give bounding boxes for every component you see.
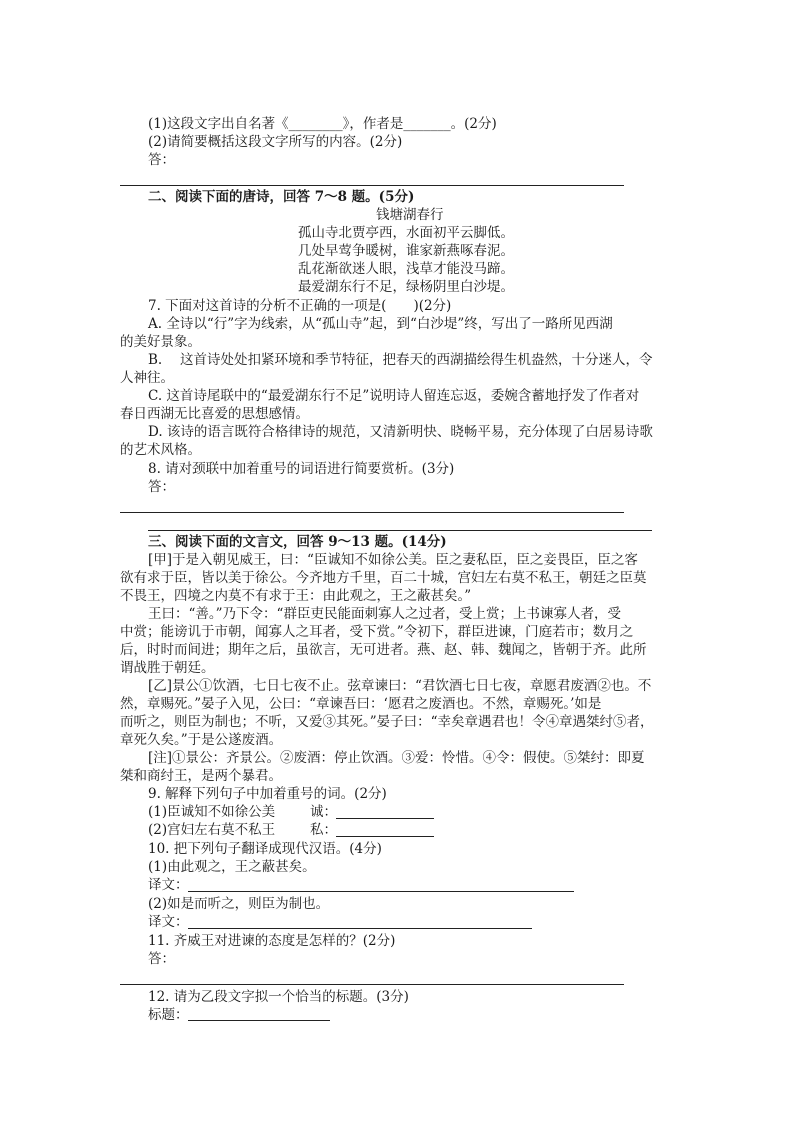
passage-jia-line: [甲]于是入朝见威王，曰：“臣诚知不如徐公美。臣之妻私臣，臣之妾畏臣，臣之客	[148, 552, 638, 568]
option-a-cont: 的美好景象。	[120, 334, 201, 350]
passage-yi-line: 然，章赐死。”晏子入见，公曰：“章谏吾曰：‘愿君之废酒也。不然，章赐死。’如是	[120, 696, 602, 712]
note-line: 桀和商纣王，是两个暴君。	[120, 768, 282, 784]
option-c: C. 这首诗尾联中的“最爱湖东行不足”说明诗人留连忘返，委婉含蓄地抒发了作者对	[148, 388, 640, 404]
fill-blank	[188, 891, 574, 892]
question-9-2-word: 私：	[310, 822, 337, 838]
question-10-2: (2)如是而听之，则臣为制也。	[148, 896, 330, 912]
option-b-cont: 人神往。	[120, 370, 174, 386]
answer-line	[120, 984, 624, 985]
question-9: 9. 解释下列句子中加着重号的词。(2分)	[148, 786, 387, 802]
section-3-heading: 三、阅读下面的文言文，回答 9～13 题。(14分)	[148, 534, 447, 550]
answer-label: 答：	[148, 951, 175, 967]
option-a: A. 全诗以“行”字为线索，从“孤山寺”起，到“白沙堤”终，写出了一路所见西湖	[148, 316, 613, 332]
poem-line: 最爱湖东行不足，绿杨阴里白沙堤。	[298, 279, 514, 295]
answer-line	[120, 185, 624, 186]
fill-blank	[188, 1020, 330, 1021]
fill-blank	[336, 836, 434, 837]
poem-line: 孤山寺北贾亭西，水面初平云脚低。	[298, 225, 514, 241]
passage-jia-line: 不畏王，四境之内莫不有求于王：由此观之，王之蔽甚矣。”	[120, 588, 472, 604]
question-7: 7. 下面对这首诗的分析不正确的一项是( )(2分)	[148, 298, 452, 314]
passage-yi-line: 而听之，则臣为制也；不听，又爱③其死。”晏子曰：“幸矣章遇君也！令④章遇桀纣⑤者，	[120, 714, 654, 730]
passage-yi-line: [乙]景公①饮酒，七日七夜不止。弦章谏曰：“君饮酒七日七夜，章愿君废酒②也。不	[148, 678, 652, 694]
translation-label: 译文：	[148, 877, 189, 893]
question-9-1-word: 诚：	[310, 804, 337, 820]
passage-jia-line: 中赏；能谤讥于市朝，闻寡人之耳者，受下赏。”令初下，群臣进谏，门庭若市；数月之	[120, 624, 634, 640]
question-12: 12. 请为乙段文字拟一个恰当的标题。(3分)	[148, 989, 409, 1005]
option-d-cont: 的艺术风格。	[120, 442, 201, 458]
fill-blank	[336, 818, 434, 819]
poem-line: 乱花渐欲迷人眼，浅草才能没马蹄。	[298, 261, 514, 277]
question-9-2: (2)宫妇左右莫不私王	[148, 822, 276, 838]
translation-label: 译文：	[148, 914, 189, 930]
question-8: 8. 请对颈联中加着重号的词语进行简要赏析。(3分)	[148, 461, 455, 477]
answer-label: 答：	[148, 152, 175, 168]
question-9-1: (1)臣诚知不如徐公美	[148, 804, 276, 820]
option-c-cont: 春日西湖无比喜爱的思想感情。	[120, 406, 309, 422]
passage-jia-line: 王曰：“善。”乃下令：“群臣吏民能面刺寡人之过者，受上赏；上书谏寡人者，受	[148, 606, 621, 622]
question-1: (1)这段文字出自名著《________》，作者是_______。(2分)	[148, 116, 497, 132]
option-b: B. 这首诗处处扣紧环境和季节特征，把春天的西湖描绘得生机盎然，十分迷人，令	[148, 352, 653, 368]
question-2: (2)请简要概括这段文字所写的内容。(2分)	[148, 134, 403, 150]
passage-jia-line: 欲有求于臣，皆以美于徐公。今齐地方千里，百二十城，宫妇左右莫不私王，朝廷之臣莫	[120, 570, 647, 586]
passage-jia-line: 后，时时而间进；期年之后，虽欲言，无可进者。燕、赵、韩、魏闻之，皆朝于齐。此所	[120, 642, 647, 658]
question-10: 10. 把下列句子翻译成现代汉语。(4分)	[148, 841, 382, 857]
passage-yi-line: 章死久矣。”于是公遂废酒。	[120, 732, 283, 748]
question-11: 11. 齐威王对进谏的态度是怎样的？(2分)	[148, 933, 396, 949]
section-2-heading: 二、阅读下面的唐诗，回答 7～8 题。(5分)	[148, 189, 415, 205]
fill-blank	[188, 928, 532, 929]
title-label: 标题：	[148, 1007, 189, 1023]
option-d: D. 该诗的语言既符合格律诗的规范，又清新明快、晓畅平易，充分体现了白居易诗歌	[148, 424, 653, 440]
question-10-1: (1)由此观之，王之蔽甚矣。	[148, 859, 316, 875]
note-line: [注]①景公：齐景公。②废酒：停止饮酒。③爱：怜惜。④令：假使。⑤桀纣：即夏	[148, 750, 645, 766]
poem-line: 几处早莺争暖树，谁家新燕啄春泥。	[298, 243, 514, 259]
answer-line	[148, 530, 652, 531]
answer-line	[120, 512, 624, 513]
passage-jia-line: 谓战胜于朝廷。	[120, 660, 215, 676]
poem-title: 钱塘湖春行	[376, 207, 444, 223]
answer-label: 答：	[148, 479, 175, 495]
